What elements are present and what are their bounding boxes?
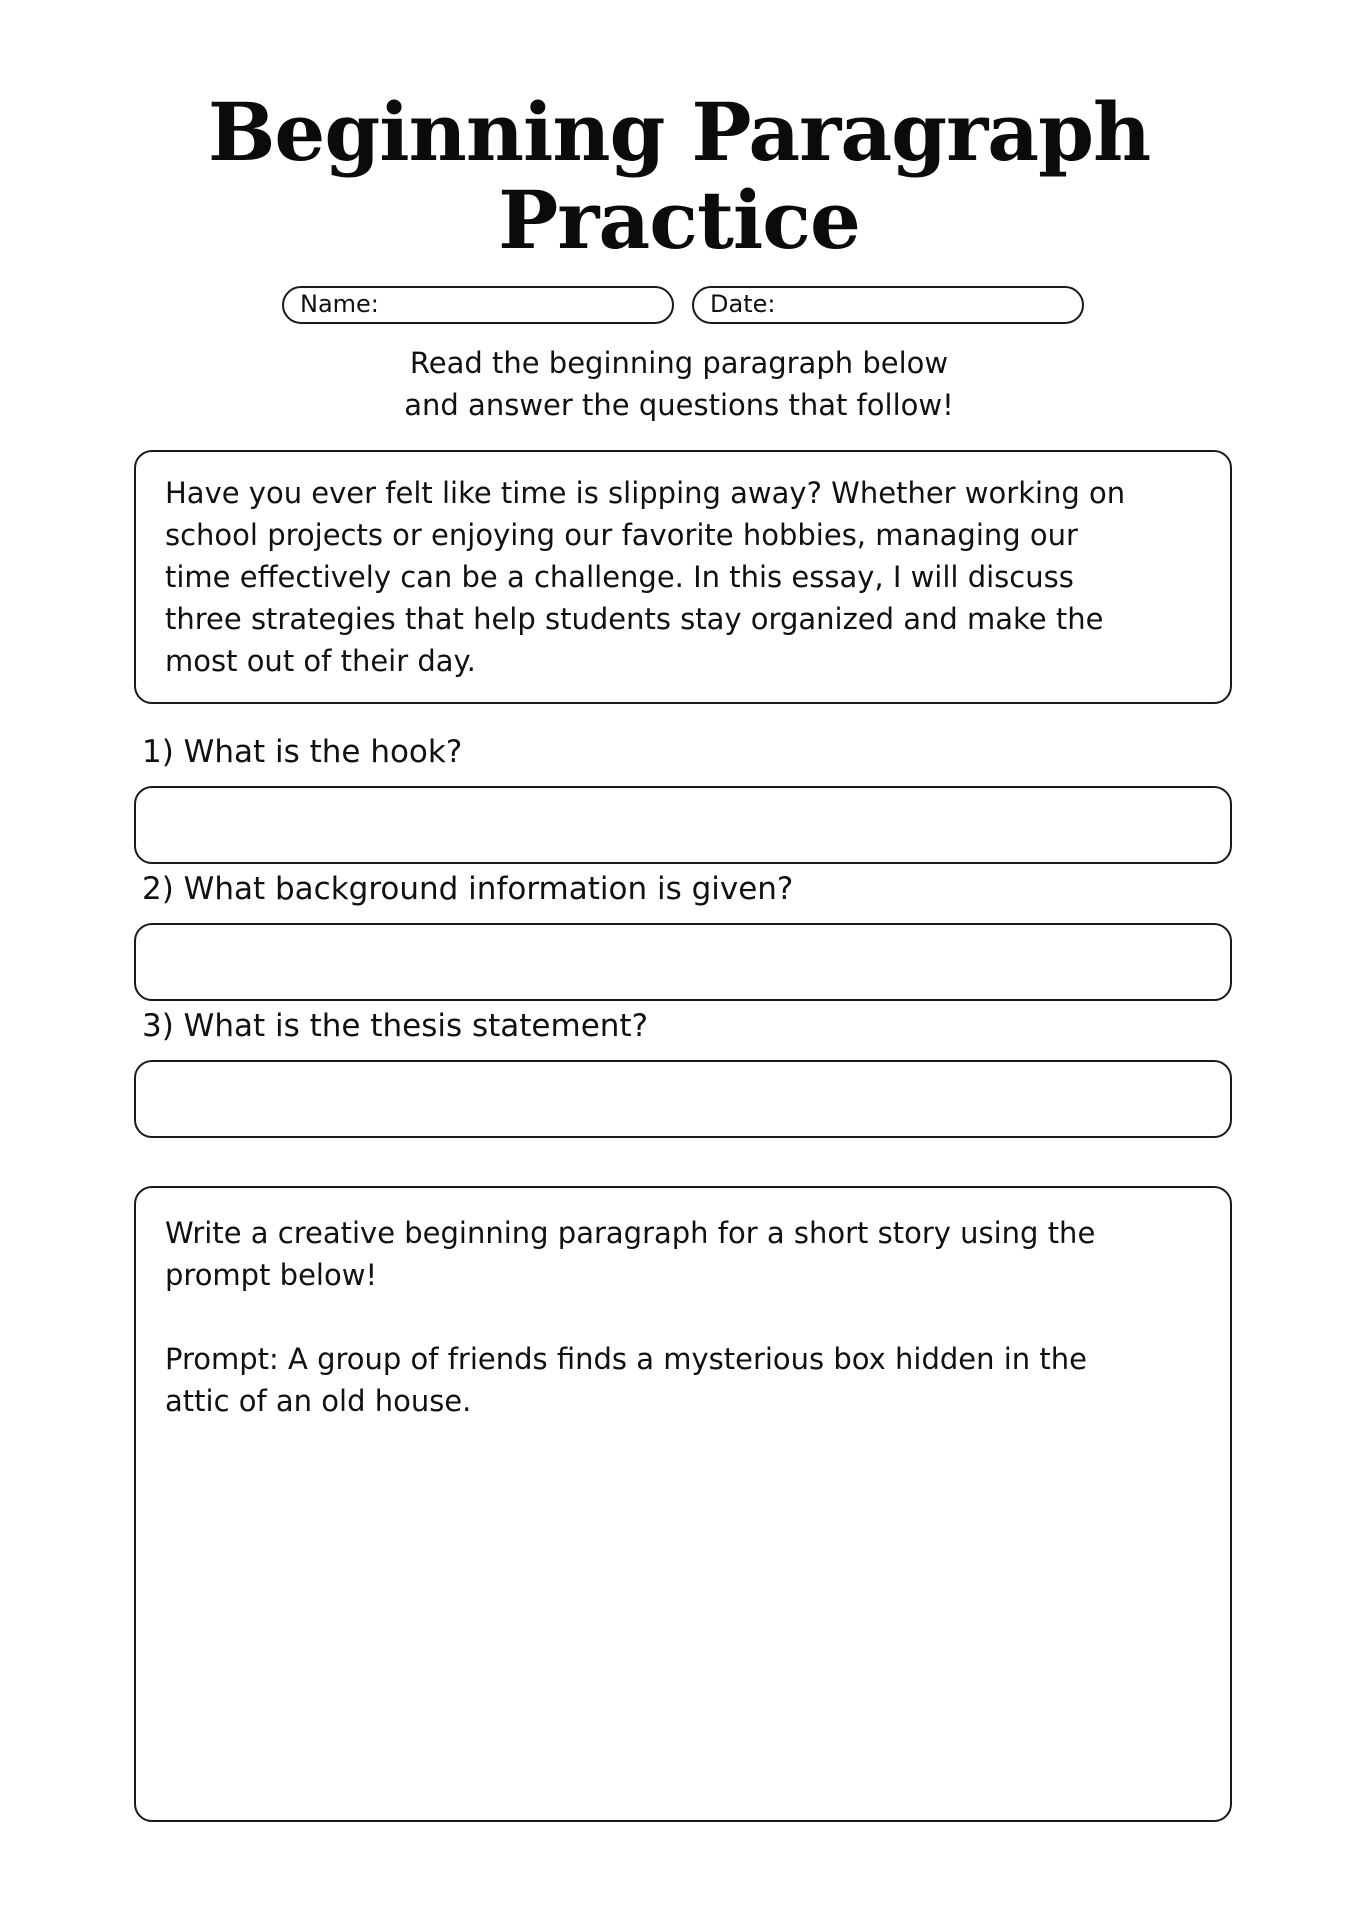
page-title-line-1: Beginning Paragraph [207,85,1151,179]
creative-writing-box[interactable] [134,1186,1232,1822]
writing-instruction-line: prompt below! [165,1258,378,1292]
paragraph-line: school projects or enjoying our favorite hobbies, managing our [165,518,1078,552]
paragraph-line: three strategies that help students stay organized and make the [165,602,1104,636]
paragraph-line: most out of their day. [165,644,476,678]
instructions-line-2: and answer the questions that follow! [404,388,954,422]
instructions-line-1: Read the beginning paragraph below [409,346,949,380]
paragraph-line: Have you ever felt like time is slipping away? Whether working on [165,476,1126,510]
answer-box-1[interactable] [134,786,1232,864]
answer-box-2[interactable] [134,923,1232,1001]
name-field[interactable] [282,286,674,324]
writing-prompt-line: Prompt: A group of friends finds a mysterious box hidden in the [165,1342,1087,1376]
writing-spacer [165,1296,1202,1338]
question-2: 2) What background information is given? [142,871,794,907]
question-3: 3) What is the thesis statement? [142,1008,649,1044]
reading-paragraph-box [134,450,1232,704]
answer-box-3[interactable] [134,1060,1232,1138]
instructions [0,342,1358,426]
writing-prompt-line: attic of an old house. [165,1384,472,1418]
writing-instruction-line: Write a creative beginning paragraph for a short story using the [165,1216,1096,1250]
question-1: 1) What is the hook? [142,734,463,770]
date-label: Date: [710,290,776,318]
name-label: Name: [300,290,379,318]
paragraph-line: time effectively can be a challenge. In this essay, I will discuss [165,560,1074,594]
page-title-line-2: Practice [498,173,860,267]
date-field[interactable] [692,286,1084,324]
page-title [0,85,1358,267]
